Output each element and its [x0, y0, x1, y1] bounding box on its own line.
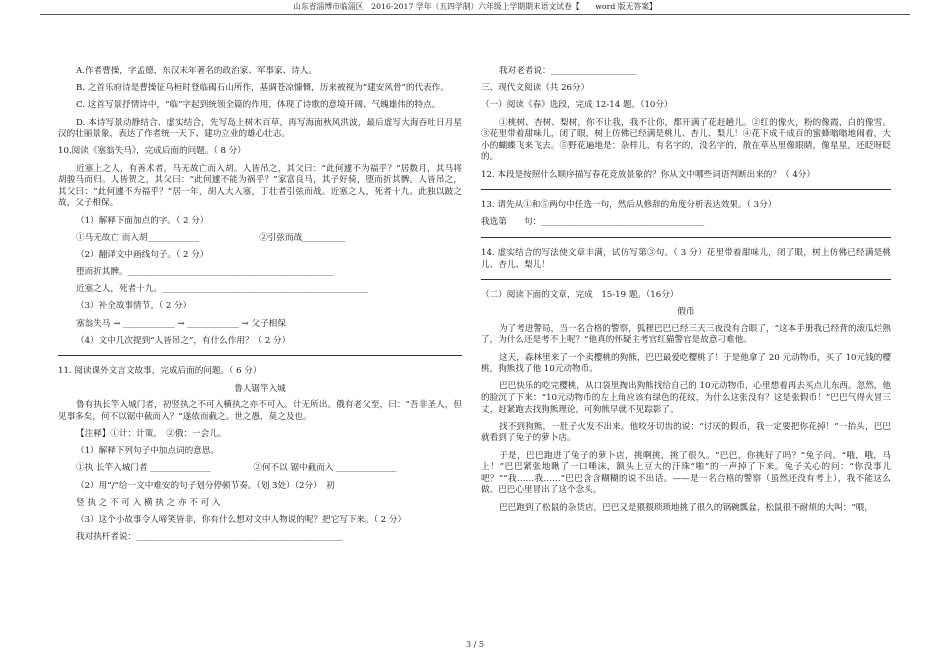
reading-one-title: （一）阅读《春》选段，完成 12-14 题。（10分） [481, 100, 673, 111]
question-14: 14. 虚实结合的写法使文章丰满，试仿写第③句。（ 3 分）花里带着甜味儿，闭了眼，树上仿佛已经满是桃儿、杏儿、梨儿！ [481, 247, 891, 270]
passage-title-luren: 鲁人锯竿入城 [234, 383, 286, 394]
answer-line [58, 355, 462, 356]
answer-line [481, 237, 891, 238]
q10-sub1: （1）解释下面加点的字。（ 2 分） [76, 215, 209, 226]
passage-luren: 鲁有执长竿入城门者，初竖执之不可入横执之亦不可入。计无所出。俄有老父至，曰：“吾非圣人，但见事多矣，何不以锯中截而入？”遂依而截之。世之愚，莫之及也。 [58, 400, 462, 422]
page-header: 山东省淄博市临淄区 2016-2017 学年（五四学制）六年级上学期期末语文试卷【 word 版无答案】 [293, 2, 657, 11]
right-column [481, 66, 891, 626]
answer-line [481, 279, 891, 280]
q10-sub2-line1: 堕而折其髀。________________________________________________ [76, 267, 334, 278]
header-divider [40, 14, 910, 15]
jiabi-para-2: 这天，森林里来了一个卖樱桃的狗熊，巴巴最爱吃樱桃了！于是他拿了 20 元动物币，买了 10元钱的樱桃，狗熊找了他 10元动物币。 [481, 352, 891, 375]
q11-sub2-sentence: 竖 执 之 不 可 入 横 执 之 亦 不 可 入 [76, 497, 221, 508]
passage-notes: 【注释】①计：计策。 ②俄：一会儿。 [76, 428, 227, 439]
option-c: C. 这首写景抒情诗中，“临”字起到统领全篇的作用，体现了诗歌的意境开阔、气魄雄伟的特点。 [76, 100, 441, 111]
q10-sub4: （4）文中几次提到“人皆吊之”，有什么作用？（ 2 分） [76, 335, 291, 346]
q13-answer: 我选第 句：______________________________________ [481, 217, 705, 228]
option-b: B. 之首乐府诗是曹操征乌桓时登临碣石山所作，基调苍凉慷慨，历来被视为“建安风骨”的代表作。 [76, 83, 449, 94]
option-d: D. 本诗写景动静结合、虚实结合，先写岛上树木百草，再写海面秋风洪波，最后虚写大海吞吐日月星汉的壮丽景象，表达了作者统一天下、建功立业的雄心壮志。 [58, 117, 462, 140]
jiabi-para-5: 于是，巴巴跑进了兔子的萝卜店，挑啊挑，挑了很久。“巴巴，你挑好了吗？”兔子问。“哦，哦，马上！”巴巴紧张地瞅了一口唾沫，额头上豆大的汗珠“啪”的一声掉了下来。兔子关心的问：“你没事儿吧？”“我……我……”巴巴含含糊糊的说不出话。——是一名合格的警察（虽然还没有考上），我不能这么做。巴巴心里冒出了这个念头。 [481, 450, 891, 496]
passage-chun: ①桃树、杏树、梨树，你不让我，我不让你，都开满了花赶趟儿。②红的像火，粉的像霞，白的像雪。③花里带着甜味儿，闭了眼，树上仿佛已经满是桃儿、杏儿、梨儿！④花下成千成百的蜜蜂嗡嗡地闹着，大小的蝴蝶飞来飞去。⑤野花遍地是：杂样儿，有名字的，没名字的，散在草丛里像眼睛，像星星，还眨呀眨的。 [481, 117, 891, 163]
reading-two-title: （二）阅读下面的文章，完成 15-19 题。（16分） [481, 290, 679, 301]
answer-line [481, 189, 891, 190]
page-number: 3 / 5 [466, 640, 484, 649]
q11-sub2: （2）用“/”给一文中难安的句子划分停顿节奏。（划 3处）（2分） 初 [76, 480, 335, 491]
q11-sub3: （3）这个小故事令人啼笑皆非，你有什么想对文中人物说的呢？把它写下来。（ 2 分） [76, 514, 407, 525]
q11-answer-elder: 我对老者说：____________________ [499, 66, 637, 76]
q11-answer-holder: 我对执杆者说：________________________________________________ [76, 532, 343, 543]
q11-sub1-items: ①执 长竿入城门者 ______________ ②何不以 锯中截而入 ______________ [76, 463, 397, 474]
passage-saiwengshima: 近塞上之人，有善术者，马无故亡而入胡。人皆吊之，其父曰：“此何遽不为福乎？”居数月，其马将胡骏马而归。人皆贺之，其父曰：“此何遽不能为祸乎？”家富良马，其子好骑，堕而折其髀。人皆吊之，其父曰：“此何遽不为福乎？”居一年，胡人大入塞，丁壮者引弦而战。近塞之人，死者十九。此独以跛之故，父子相保。 [58, 163, 462, 209]
q10-sub1-items: ①马无故亡 而入胡____________ ②引弦而战__________ [76, 232, 346, 243]
jiabi-para-3: 巴巴快乐的吃完樱桃，从口袋里掏出狗熊找给自己的 10元动物币，心里想着再去买点儿东西。忽然，他的脸沉了下来：“10元动物币的左上角应该有绿色的花纹，为什么这张没有？这是张假币！”巴巴气得火冒三丈，赶紧跑去找狗熊理论，可狗熊早就不见踪影了。 [481, 381, 891, 415]
q10-sub2: （2）翻译文中画线句子。（ 2 分） [76, 249, 209, 260]
jiabi-para-6: 巴巴跑到了松鼠的杂货店，巴巴又是猥猥琐琐地挑了很久的锅碗瓢盆，松鼠很不耐烦的大叫：“喂， [499, 502, 873, 513]
question-12: 12. 本段是按照什么顺序描写春花竞放景象的？你从文中哪些词语判断出来的？（ 4分） [481, 169, 815, 180]
question-10-title: 10.阅读《塞翁失马》，完成后面的问题。（ 8 分） [58, 146, 246, 157]
question-11-title: 11. 阅读课外文言文故事，完成后面的问题。（ 6 分） [58, 366, 262, 377]
question-13: 13. 请先从①和⑤两句中任选一句，然后从修辞的角度分析表达效果。（ 3分） [481, 200, 777, 211]
q11-sub1: （1）解释下列句子中加点词的意思。 [76, 446, 219, 457]
option-a: A.作者曹操，字孟德，东汉末年著名的政治家、军事家、诗人。 [76, 66, 317, 76]
section-three-title: 三、现代文阅读（共 26分） [481, 83, 590, 94]
passage-title-jiabi: 假币 [677, 307, 695, 318]
q10-sub3-plot: 塞翁失马 → ____________ → ____________ → 父子相保 [76, 318, 286, 329]
q10-sub3: （3）补全故事情节。（ 2 分） [76, 301, 192, 312]
q10-sub2-line2: 近塞之人，死者十九。________________________________________________ [76, 284, 369, 295]
jiabi-para-1: 为了考进警局，当一名合格的警察，狐狸巴巴已经三天三夜没有合眼了，“这本手册我已经背的滚瓜烂熟了，为什么还是考不上呢？”他真的怀疑主考官红猫警官是故意刁难他。 [481, 323, 891, 346]
left-column [58, 66, 462, 626]
jiabi-para-4: 找不到狗熊，一肚子火发不出来。他咬牙切齿的说：“讨厌的假币，我一定要把你花掉！”一抬头，巴巴就看到了兔子的萝卜店。 [481, 421, 891, 444]
